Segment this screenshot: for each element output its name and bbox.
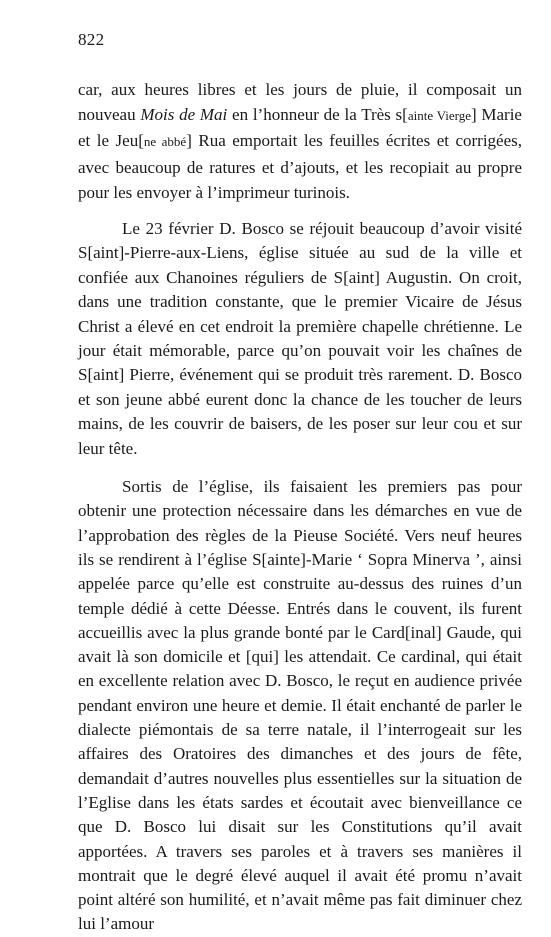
paragraph-2: [78, 217, 522, 461]
editorial-insertion: ne abbé: [143, 134, 187, 150]
paragraph-3: [78, 475, 522, 937]
editorial-insertion: ainte Vierge: [407, 108, 471, 124]
paragraph-1: [78, 77, 522, 205]
italic-title: Mois de Mai: [140, 105, 228, 125]
body-text: [78, 77, 522, 937]
page-number: 822: [78, 30, 105, 49]
text-segment: ] Rua emportait les feuilles écrites et corrigées, avec beaucoup de ratures et d’ajouts, et les recopiait au propre pour les envoyer à l’imprimeur turinois.: [78, 131, 523, 202]
text-segment: Sortis de l’église, ils faisaient les premiers pas pour obtenir une protection nécessaire dans les démarches en vue de l’approbation des règles de la Pieuse Société. Vers neuf heures ils se rendirent à l’église S[ainte]-Marie ‘ Sopra Minerva ’, ainsi appelée parce qu’elle est construite au-dessus des ruines d’un temple dédié à cette Déesse. Entrés dans le couvent, ils furent accueillis avec la plus grande bonté par le Card[inal] Gaude, qui avait là son domicile et [qui] les attendait. Ce cardinal, qui était en excellente relation avec D. Bosco, le reçut en audience privée pendant environ une heure et demie. Il était enchanté de parler le dialecte piémontais de sa terre natale, il l’interrogeait sur les affaires des Oratoires des dimanches et des jours de fête, demandait d’autres nouvelles plus essentielles sur la situation de l’Eglise dans les états sardes et écoutait avec bienveillance ce que D. Bosco lui disait sur les Constitutions qu’il avait apportées. A travers ses paroles et à travers ses manières il montrait que le degré élevé auquel il avait été promu n’avait point altéré son humilité, et n’avait même pas fait diminuer chez lui l’amour: [78, 477, 522, 934]
text-segment: ] Marie et le Jeu[: [78, 105, 522, 151]
text-segment: car, aux heures libres et les jours de pluie, il composait un nouveau: [78, 80, 522, 125]
text-segment: en l’honneur de la Très s[: [227, 105, 408, 125]
text-segment: Le 23 février D. Bosco se réjouit beaucoup d’avoir visité S[aint]-Pierre-aux-Liens, église située au sud de la ville et confiée aux Chanoines réguliers de S[aint] Augustin. On croit, dans une tradition constante, que le premier Vicaire de Jésus Christ a élevé en cet endroit la première chapelle chrétienne. Le jour était mémorable, parce qu’on pouvait voir les chaînes de S[aint] Pierre, événement qui se produit très rarement. D. Bosco et son jeune abbé eurent donc la chance de les toucher de leurs mains, de les couvrir de baisers, de les poser sur leur cou et sur leur tête.: [78, 219, 522, 458]
